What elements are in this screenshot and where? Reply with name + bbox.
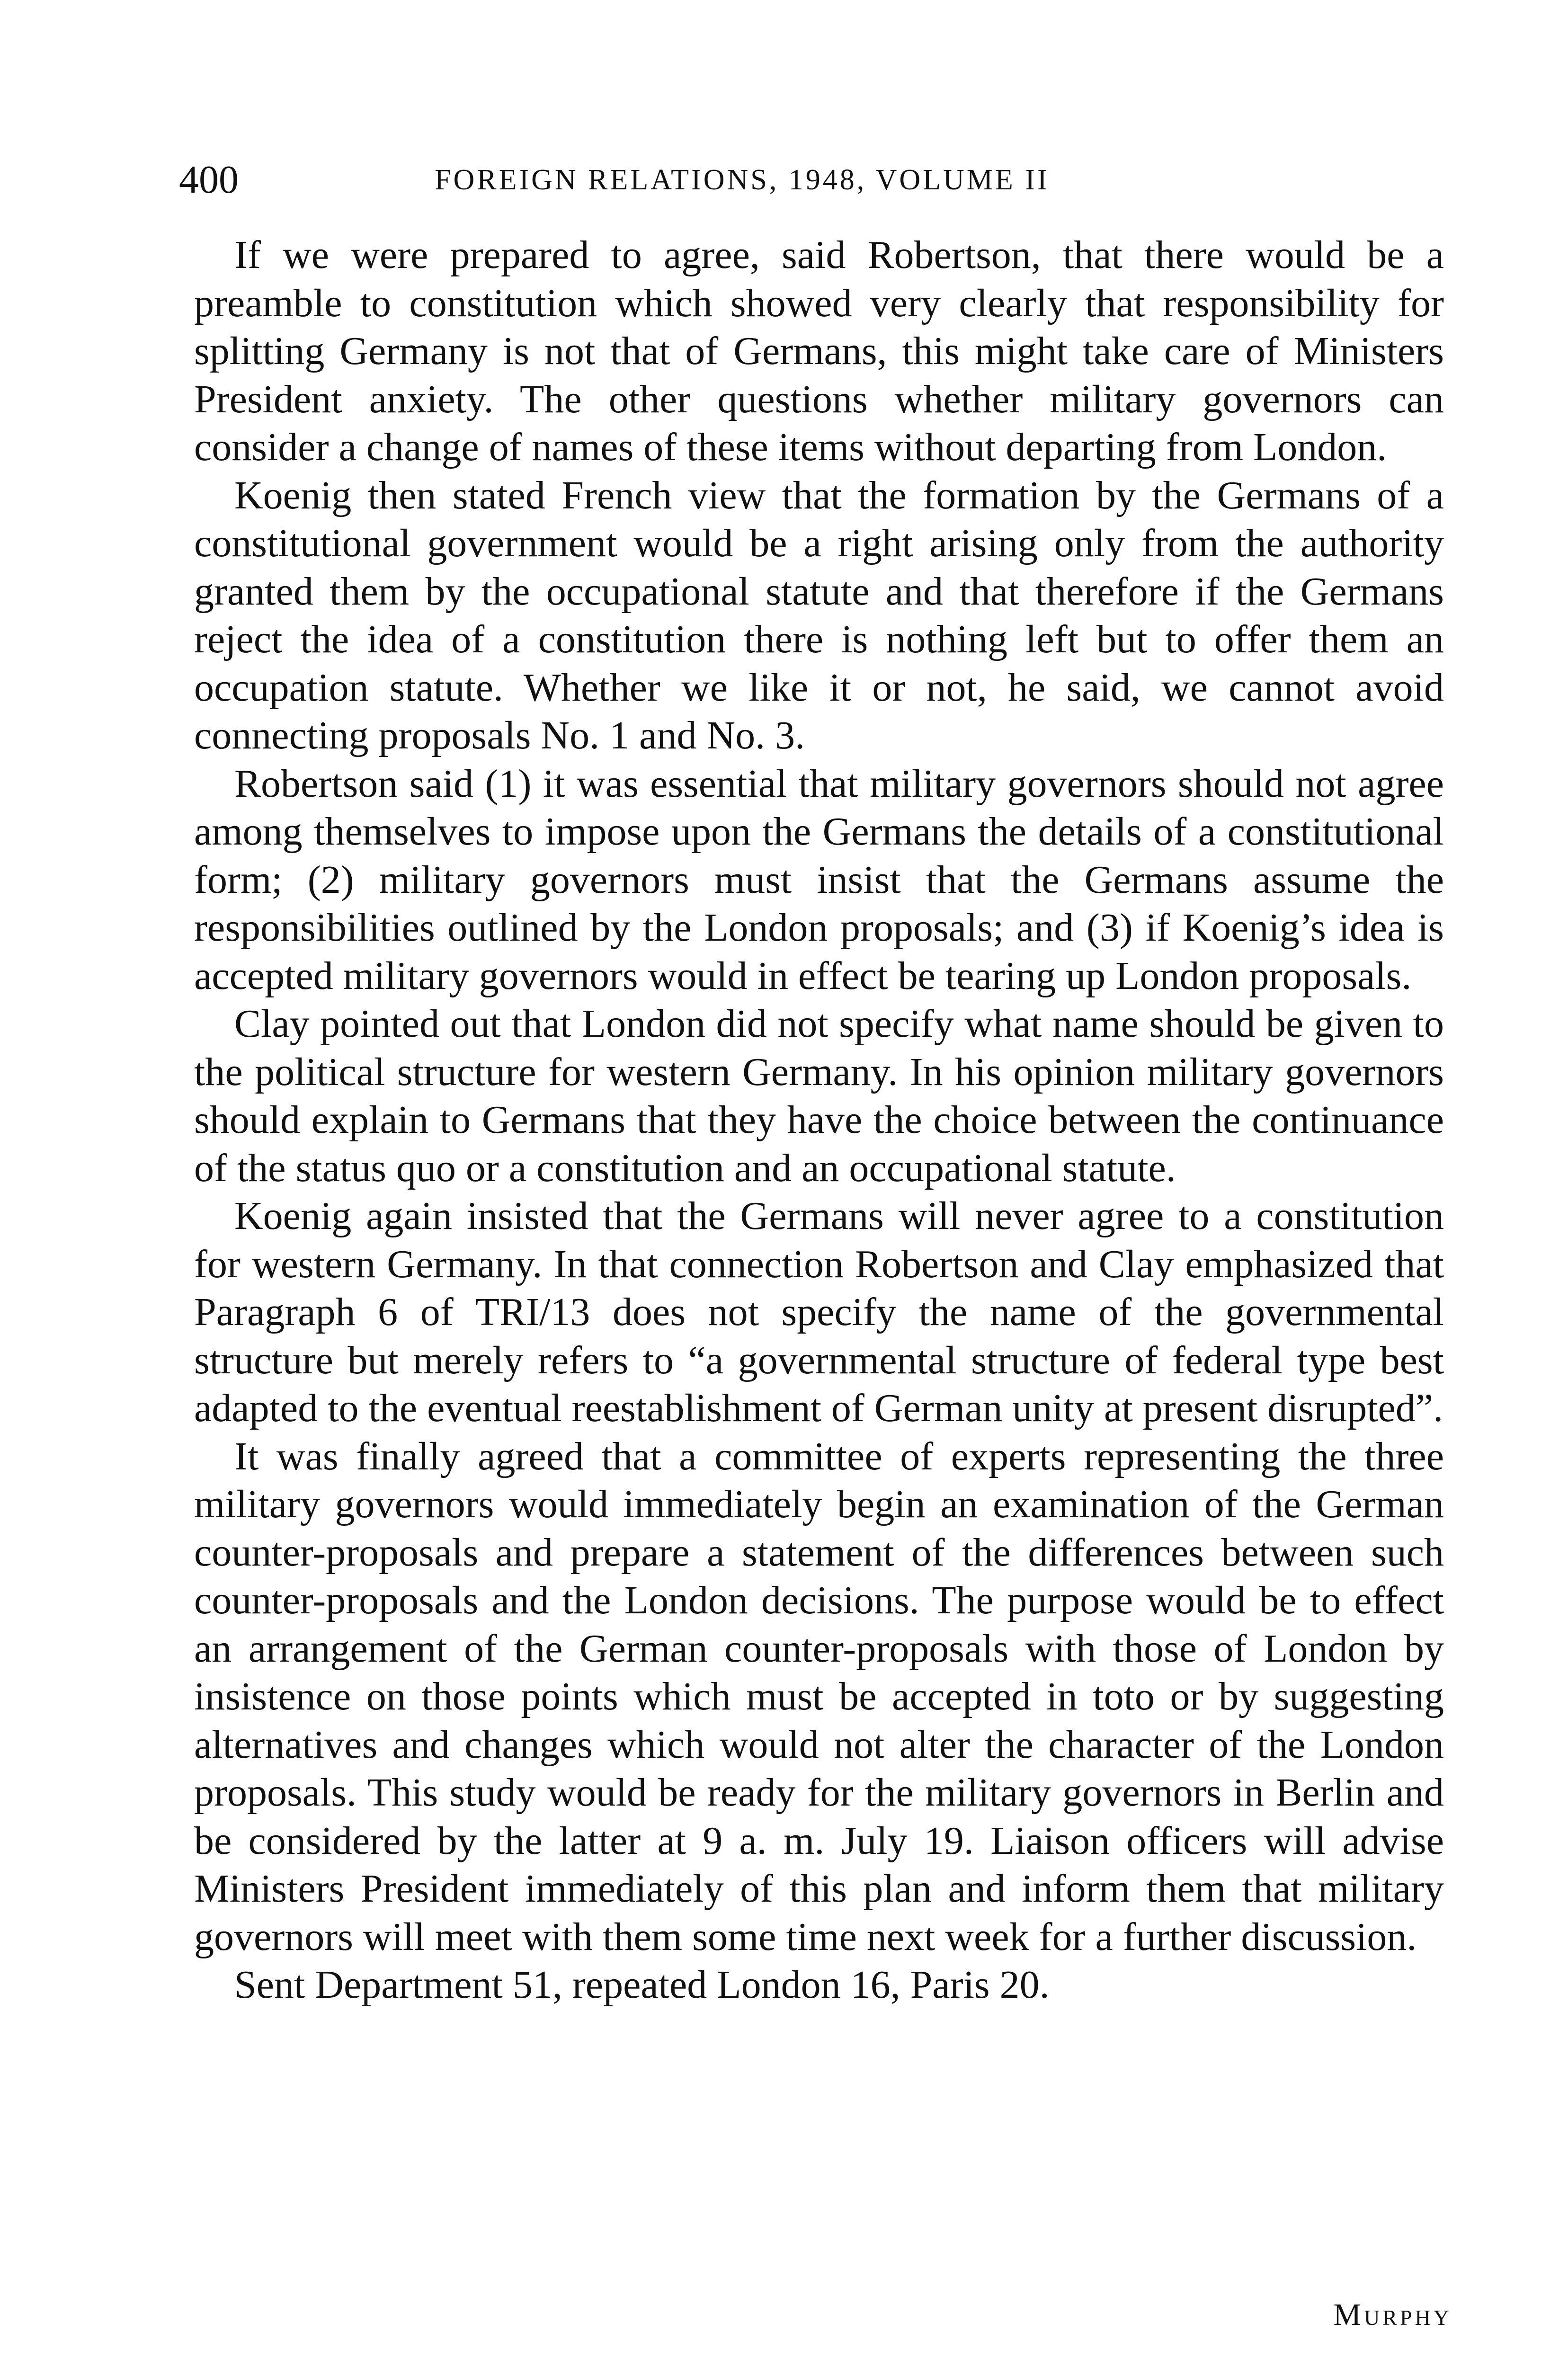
paragraph: Clay pointed out that London did not specify what name should be given to the political structure for western Germany. In his opinion military governors should explain to Germans that they have the choice between the continuance of the status quo or a constitution and an occupational statute. [194,1002,1444,1190]
body-text [194,231,1444,2009]
page-header [179,156,1457,204]
paragraph: Sent Department 51, repeated London 16, Paris 20. [234,1963,1050,2007]
paragraph: Robertson said (1) it was essential that military governors should not agree among themselves to impose upon the Germans the details of a constitutional form; (2) military governors must insist that the Germans assume the responsibilities outlined by the London proposals; and (3) if Koenig’s idea is accepted military governors would in effect be tearing up London proposals. [194,761,1444,998]
paragraph: Koenig again insisted that the Germans will never agree to a constitution for western Germany. In that connection Robertson and Clay emphasized that Paragraph 6 of TRI/13 does not specify the name of the governmental structure but merely refers to “a governmental structure of federal type best adapted to the eventual reestablishment of German unity at present disrupted”. [194,1194,1444,1430]
paragraph: It was finally agreed that a committee of experts representing the three military governors would immediately begin an examination of the German counter-proposals and prepare a statement of the differences between such counter-proposals and the London decisions. The purpose would be to effect an arrangement of the German counter-proposals with those of London by insistence on those points which must be accepted in toto or by suggesting alternatives and changes which would not alter the character of the London proposals. This study would be ready for the military governors in Berlin and be considered by the latter at 9 a. m. July 19. Liaison officers will advise Ministers President immediately of this plan and inform them that military governors will meet with them some time next week for a further discussion. [194,1434,1444,1959]
paragraph: If we were prepared to agree, said Robertson, that there would be a preamble to constitution which showed very clearly that responsibility for splitting Germany is not that of Germans, this might take care of Ministers President anxiety. The other questions whether military governors can consider a change of names of these items without departing from London. [194,233,1444,469]
signature: Murphy [1333,2297,1452,2332]
page-number: 400 [179,158,239,202]
paragraph: Koenig then stated French view that the formation by the Germans of a constitutional government would be a right arising only from the authority granted them by the occupational statute and that therefore if the Germans reject the idea of a constitution there is nothing left but to offer them an occupation statute. Whether we like it or not, he said, we cannot avoid connecting proposals No. 1 and No. 3. [194,473,1444,757]
running-head: FOREIGN RELATIONS, 1948, VOLUME II [435,164,1050,196]
